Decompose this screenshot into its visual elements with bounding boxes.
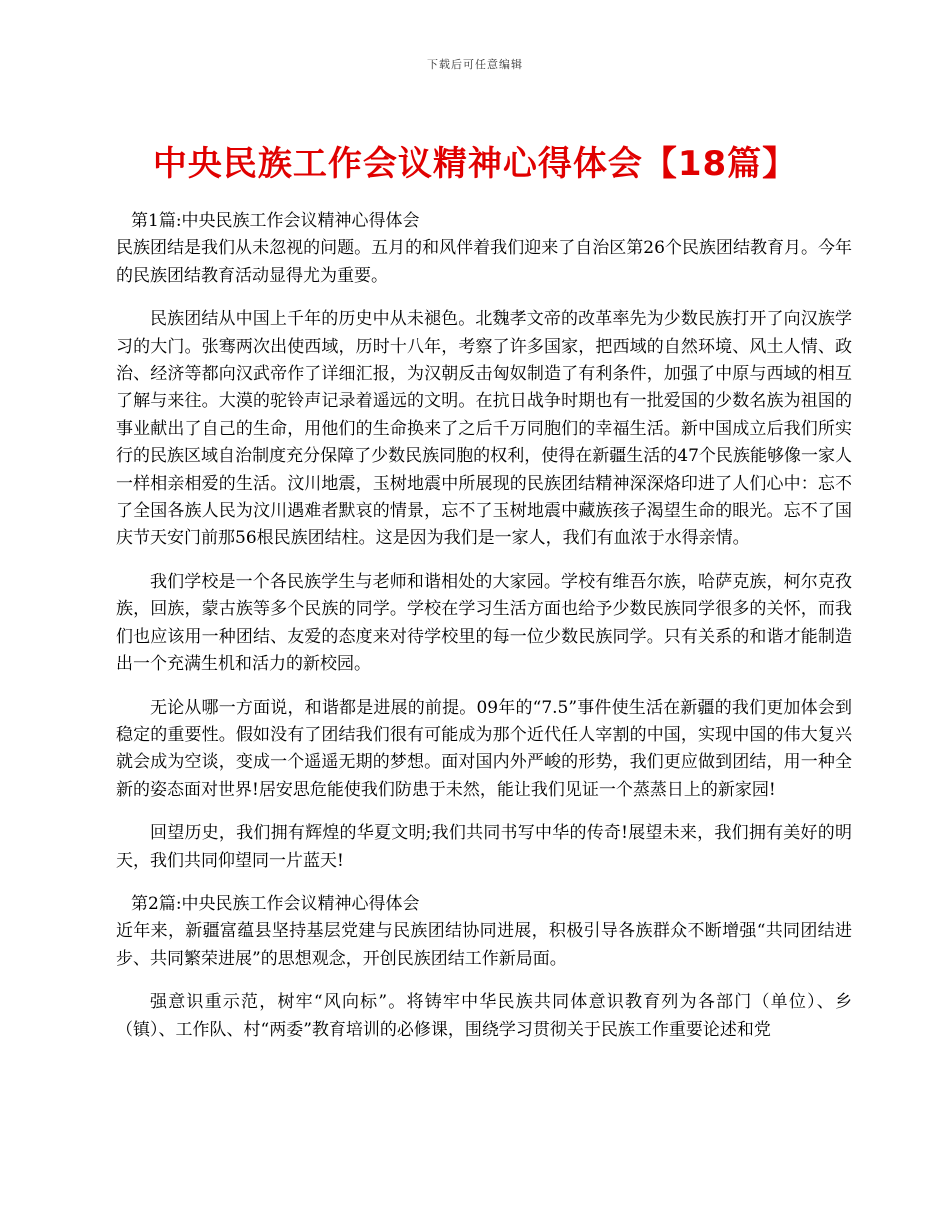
body-paragraph: 回望历史，我们拥有辉煌的华夏文明;我们共同书写中华的传奇!展望未来，我们拥有美好的明天，我们共同仰望同一片蓝天! [116,823,852,871]
body-paragraph: 民族团结从中国上千年的历史中从未褪色。北魏孝文帝的改革率先为少数民族打开了向汉族学习的大门。张骞两次出使西域，历时十八年，考察了许多国家，把西域的自然环境、风土人情、政治、经济等都向汉武帝作了详细汇报，为汉朝反击匈奴制造了有利条件，加强了中原与西域的相互了解与来往。大漠的驼铃声记录着遥远的文明。在抗日战争时期也有一批爱国的少数名族为祖国的事业献出了自己的生命，用他们的生命换来了之后千万同胞们的幸福生活。新中国成立后我们所实行的民族区域自治制度充分保障了少数民族同胞的权利，使得在新疆生活的47个民族能够像一家人一样相亲相爱的生活。汶川地震，玉树地震中所展现的民族团结精神深深烙印进了人们心中：忘不了全国各族人民为汶川遇难者默哀的情景，忘不了玉树地震中藏族孩子渴望生命的眼光。忘不了国庆节天安门前那56根民族团结柱。这是因为我们是一家人，我们有血浓于水得亲情。 [116,309,852,549]
document-title: 中央民族工作会议精神心得体会【18篇】 [152,144,798,184]
body-paragraph: 我们学校是一个各民族学生与老师和谐相处的大家园。学校有维吾尔族，哈萨克族，柯尔克孜族，回族，蒙古族等多个民族的同学。学校在学习生活方面也给予少数民族同学很多的关怀，而我们也应该用一种团结、友爱的态度来对待学校里的每一位少数民族同学。只有关系的和谐才能制造出一个充满生机和活力的新校园。 [116,571,852,675]
section-lead-paragraph: 民族团结是我们从未忽视的问题。五月的和风伴着我们迎来了自治区第26个民族团结教育月。今年的民族团结教育活动显得尤为重要。 [116,238,852,286]
page-header: 下载后可任意编辑 [427,58,523,71]
document-body [116,208,852,1060]
section-2 [116,891,852,973]
section-heading: 第1篇:中央民族工作会议精神心得体会 [131,211,420,231]
body-paragraph: 强意识重示范，树牢“风向标”。将铸牢中华民族共同体意识教育列为各部门（单位）、乡（镇）、工作队、村“两委”教育培训的必修课，围绕学习贯彻关于民族工作重要论述和党 [116,992,852,1040]
section-lead-paragraph: 近年来，新疆富蕴县坚持基层党建与民族团结协同进展，积极引导各族群众不断增强“共同团结进步、共同繁荣进展”的思想观念，开创民族团结工作新局面。 [116,921,852,969]
section-heading: 第2篇:中央民族工作会议精神心得体会 [131,893,420,914]
body-paragraph: 无论从哪一方面说，和谐都是进展的前提。09年的“7.5”事件使生活在新疆的我们更加体会到稳定的重要性。假如没有了团结我们很有可能成为那个近代任人宰割的中国，实现中国的伟大复兴就会成为空谈，变成一个遥遥无期的梦想。面对国内外严峻的形势，我们更应做到团结，用一种全新的姿态面对世界!居安思危能使我们防患于未然，能让我们见证一个蒸蒸日上的新家园! [116,697,852,800]
section-1 [116,208,852,290]
